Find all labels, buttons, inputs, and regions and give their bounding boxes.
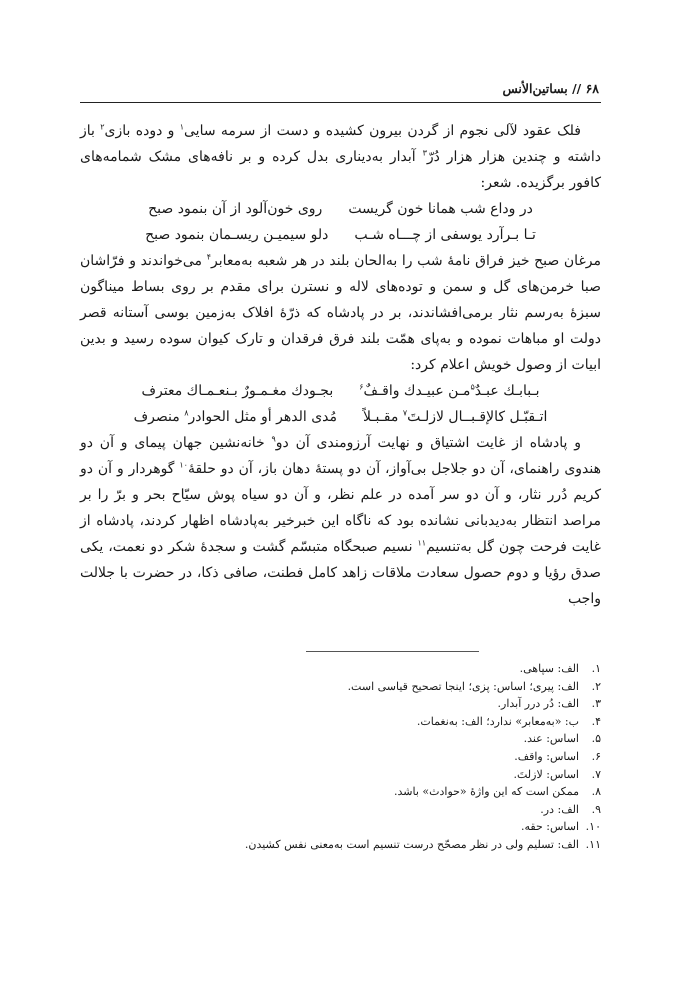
footnote-ref[interactable]: ۹ [271, 434, 276, 444]
footnote-ref[interactable]: ۳ [422, 148, 427, 158]
running-header [80, 78, 601, 103]
hemistich-right: در وداع شب همانا خون گریست [348, 201, 533, 217]
footnotes [80, 660, 601, 854]
paragraph-1: فلک عقود لآلی نجوم از گردن بیرون کشیده و دست از سرمه سایی$^۱$ و دوده بازی$^۲$ باز داشته و چندین هزار هزار دُرّ$^۳$ آبدار به‌دیناری بدل کرده و بر نافه‌های مشک شمامه‌های کافور برگزیده. شعر: [80, 122, 601, 191]
footnote-ref[interactable]: ۷ [402, 408, 408, 418]
footnote-item: ۱۱. الف: تسلیم ولی در نظر مصحّح درست تنسیم است به‌معنی نفس کشیدن. [244, 837, 601, 851]
main-text [80, 118, 601, 612]
footnote-item: ۱۰. اساس: حقه. [520, 820, 601, 834]
footnote-item: ۲. الف: پیری؛ اساس: پزی؛ اینجا تصحیح قیاسی است. [347, 679, 601, 693]
footnote-ref[interactable]: ۵ [470, 382, 475, 392]
verse-line-3 [80, 378, 601, 404]
footnote-ref[interactable]: ۱۱ [417, 538, 427, 548]
verse-line-4 [80, 404, 601, 430]
page-title: ۶۸ // بساتین‌الأنس [502, 81, 599, 96]
footnote-item: ۵. اساس: عند. [523, 732, 601, 746]
footnote-item: ۹. الف: در. [540, 802, 601, 816]
footnote-ref[interactable]: ۱ [179, 122, 185, 132]
paragraph-3: و پادشاه از غایت اشتیاق و نهایت آرزومندی آن دو$^۹$ خانه‌نشین جهان پیمای و آن دو هندوی راهنمای، آن دو جلاجل بی‌آواز، آن دو پستهٔ دهان باز، آن دو حلقهٔ$^{۱۰}$ گوهردار و آن دو کریم دُرر نثار، و آن دو سر آمده در علم نظر، و آن دو سیاه پوش سیّاح بحر و برّ را بر مراصد انتظار به‌دیدبانی نشانده بود که ناگاه این خبرخیر به‌پادشاه اظهار کردند، پادشاه از غایت فرحت چون گل به‌تنسیم$^{۱۱}$ نسیم صبحگاه متبسّم گشت و سجدهٔ شکر دو نعمت، یکی صدق رؤیا و دوم حصول سعادت ملاقات زاهد کامل فطنت، صافی ذکا، در حضرت با جلالت واجب [80, 434, 601, 607]
hemistich-left: دلو سیمیـن ریسـمان بنمود صبح [145, 227, 329, 243]
verse-line-2 [80, 222, 601, 248]
hemistich-left: بجـودك مغـمـورٌ بـنعـمـاك معترف [141, 383, 334, 399]
footnote-item: ۶. اساس: واقف. [514, 749, 601, 763]
hemistich-right: تـا بـرآرد یوسفی از چـــاه شـب [354, 227, 536, 243]
footnote-divider [306, 651, 479, 652]
hemistich-left: مُدی الدهر أو مثل الحوادر$^۸$ منصرف [133, 408, 338, 425]
footnote-item: ۸. ممکن است که این واژهٔ «حوادث» باشد. [394, 785, 601, 799]
footnote-item: ۷. اساس: لازلتَ. [513, 767, 601, 781]
footnote-ref[interactable]: ۶ [359, 382, 364, 392]
hemistich-right: بـبابـك عبـدٌ$^۵$مـن عبیـدك واقـفٌ$^۶$ [359, 382, 540, 399]
footnote-ref[interactable]: ۲ [100, 122, 105, 132]
verse-line-1 [80, 196, 601, 222]
hemistich-left: روی خون‌آلود از آن بنمود صبح [148, 201, 323, 217]
footnote-item: ۱. الف: سپاهی. [519, 662, 601, 675]
paragraph-2: مرغان صبح خیز فراق نامهٔ شب را به‌الحان بلند در هر شعبه به‌معابر$^۴$ می‌خواندند و فرّاشان صبا خرمن‌های گل و سمن و توده‌های لاله و نسترن برای مقدم بر روی بساط میناگون سبزهٔ به‌رسم نثار برمی‌افشاندند، بر در پادشاه که ذرّهٔ افلاک به‌زمین بوسی آستانه قصر دولت او مباهات نموده و به‌پای همّت بلند فرق فرقدان و تارک کیوان سوده رسید و بدین ابیات از وصول خویش اعلام کرد: [80, 252, 601, 373]
footnote-ref[interactable]: ۴ [206, 252, 211, 262]
footnote-ref[interactable]: ۸ [184, 408, 189, 418]
footnote-ref[interactable]: ۱۰ [179, 460, 188, 470]
hemistich-right: اتـقبّـل کالإقـبــال لازلـتَ$^۷$ مقـبـلاً [363, 408, 548, 425]
footnote-item: ۳. الف: دُر درر آبدار. [497, 697, 601, 711]
footnote-item: ۴. ب: «به‌معابر» ندارد؛ الف: به‌نغمات. [416, 714, 601, 728]
